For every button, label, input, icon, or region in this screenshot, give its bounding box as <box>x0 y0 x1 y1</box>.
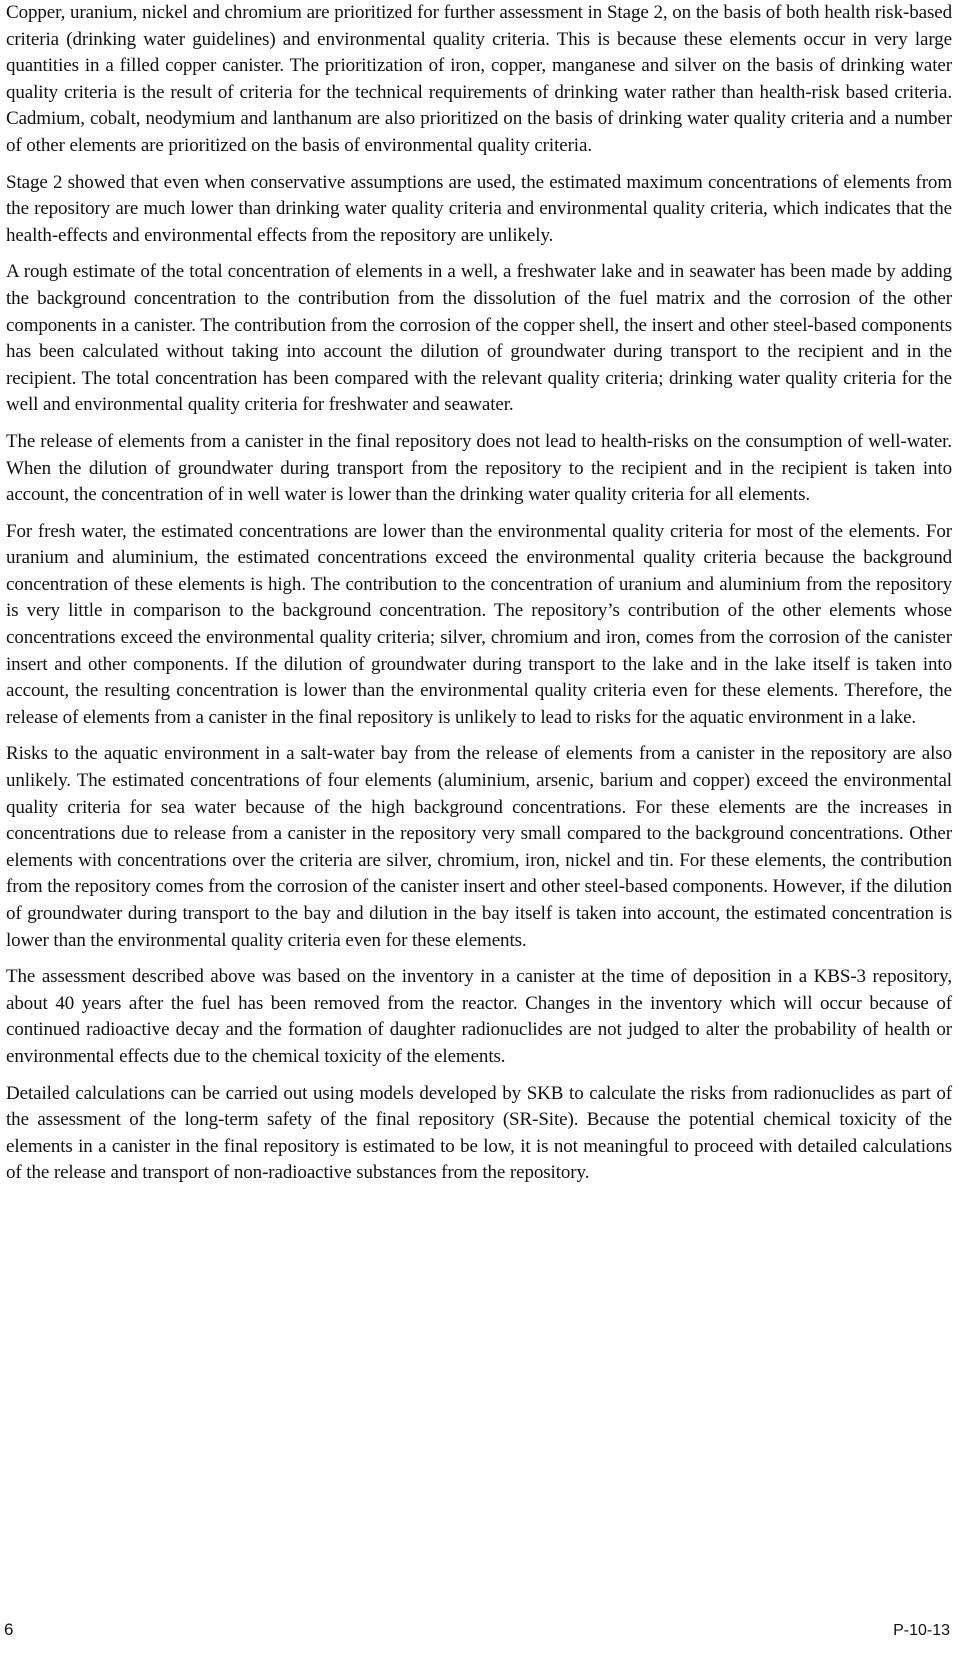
paragraph-6: Risks to the aquatic environment in a salt-water bay from the release of elements from a canister in the repository are also unlikely. The estimated concentrations of four elements (aluminium, arsenic, barium and copper) exceed the environmental quality criteria for sea water because of the high background concentrations. For these elements are the increases in concentrations due to release from a canister in the repository very small compared to the background concentrations. Other elements with concentrations over the criteria are silver, chromium, iron, nickel and tin. For these elements, the contribution from the repository comes from the corrosion of the canister insert and other steel-based components. However, if the dilution of groundwater during transport to the bay and dilution in the bay itself is taken into account, the estimated concentration is lower than the environmental quality criteria even for these elements. <box>6 743 952 951</box>
paragraph-1: Copper, uranium, nickel and chromium are prioritized for further assessment in Stage 2, on the basis of both health risk-based criteria (drinking water guidelines) and environmental quality criteria. This is because these elements occur in very large quantities in a filled copper canister. The prioritization of iron, copper, manganese and silver on the basis of drinking water quality criteria is the result of criteria for the technical requirements of drinking water rather than health-risk based criteria. Cadmium, cobalt, neodymium and lanthanum are also prioritized on the basis of drinking water quality criteria and a number of other elements are prioritized on the basis of environmental quality criteria. <box>6 2 952 156</box>
paragraph-8: Detailed calculations can be carried out using models developed by SKB to calculate the risks from radionuclides as part of the assessment of the long-term safety of the final repository (SR-Site). Because the potential chemical toxicity of the elements in a canister in the final repository is estimated to be low, it is not meaningful to proceed with detailed calculations of the release and transport of non-radioactive substances from the repository. <box>6 1082 952 1184</box>
paragraph-4: The release of elements from a canister in the final repository does not lead to health-risks on the consumption of well-water. When the dilution of groundwater during transport from the repository to the recipient and in the recipient is taken into account, the concentration of in well water is lower than the drinking water quality criteria for all elements. <box>6 430 952 506</box>
body-text <box>6 0 952 1197</box>
paragraph-5: For fresh water, the estimated concentrations are lower than the environmental quality criteria for most of the elements. For uranium and aluminium, the estimated concentrations exceed the environmental quality criteria because the background concentration of these elements is high. The contribution to the concentration of uranium and aluminium from the repository is very little in comparison to the background concentration. The repository’s contribution of the other elements whose concentrations exceed the environmental quality criteria; silver, chromium and iron, comes from the corrosion of the canister insert and other components. If the dilution of groundwater during transport to the lake and in the lake itself is taken into account, the resulting concentration is lower than the environmental quality criteria even for these elements. Therefore, the release of elements from a canister in the final repository is unlikely to lead to risks for the aquatic environment in a lake. <box>6 520 952 728</box>
page-number: 6 <box>4 1620 14 1639</box>
paragraph-3: A rough estimate of the total concentration of elements in a well, a freshwater lake and in seawater has been made by adding the background concentration to the contribution from the dissolution of the fuel matrix and the corrosion of the other components in a canister. The contribution from the corrosion of the copper shell, the insert and other steel-based components has been calculated without taking into account the dilution of groundwater during transport to the recipient and in the recipient. The total concentration has been compared with the relevant quality criteria; drinking water quality criteria for the well and environmental quality criteria for freshwater and seawater. <box>6 261 952 416</box>
paragraph-7: The assessment described above was based on the inventory in a canister at the time of deposition in a KBS-3 repository, about 40 years after the fuel has been removed from the reactor. Changes in the inventory which will occur because of continued radioactive decay and the formation of daughter radionuclides are not judged to alter the probability of health or environmental effects due to the chemical toxicity of the elements. <box>6 966 952 1067</box>
paragraph-2: Stage 2 showed that even when conservative assumptions are used, the estimated maximum concentrations of elements from the repository are much lower than drinking water quality criteria and environmental quality criteria, which indicates that the health-effects and environmental effects from the repository are unlikely. <box>6 171 952 246</box>
report-id: P-10-13 <box>893 1622 950 1639</box>
